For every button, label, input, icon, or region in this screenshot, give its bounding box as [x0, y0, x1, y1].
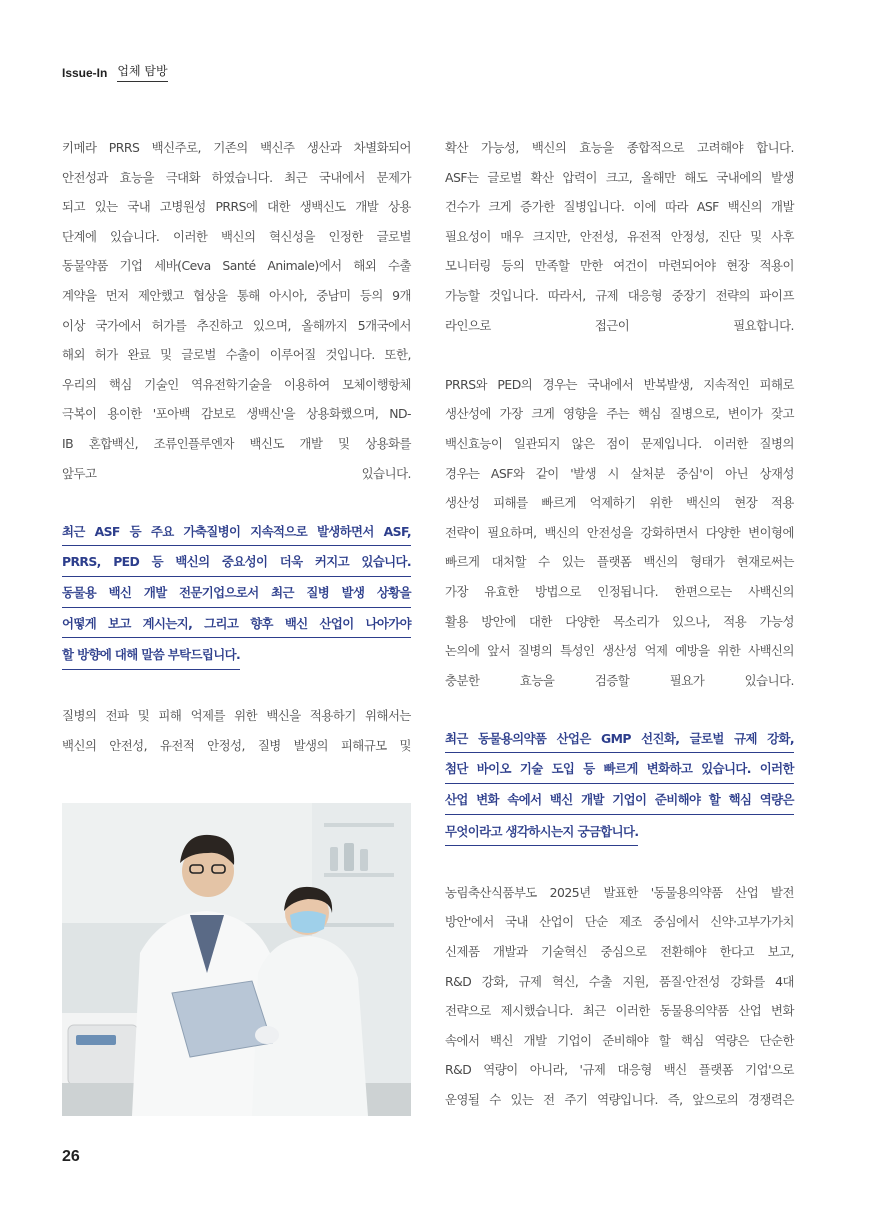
text-line: 해외 허가 완료 및 글로벌 수출이 이루어질 것입니다. 또한, [62, 347, 411, 363]
photo-illustration [62, 803, 411, 1116]
text-line: 충분한 효능을 검증할 필요가 있습니다. [445, 672, 794, 688]
text-line: 빠르게 대처할 수 있는 플랫폼 백신의 형태가 현재로써는 [445, 554, 794, 570]
text-line: 계약을 먼저 제안했고 협상을 통해 아시아, 중남미 등의 9개 [62, 287, 411, 303]
question-line: 동물용 백신 개발 전문기업으로서 최근 질병 발생 상황을 [62, 579, 411, 608]
page-number: 26 [62, 1148, 80, 1165]
text-line: R&D 강화, 규제 혁신, 수출 지원, 품질·안전성 강화를 4대 [445, 973, 794, 989]
text-line: 생산성 피해를 빠르게 억제하기 위한 백신의 현장 적용 [445, 495, 794, 511]
text-line: 가능할 것입니다. 따라서, 규제 대응형 중장기 전략의 파이프 [445, 287, 794, 303]
running-header [62, 58, 168, 82]
question-line: 산업 변화 속에서 백신 개발 기업이 준비해야 할 핵심 역량은 [445, 786, 794, 815]
text-line: 모니터링 등의 만족할 만한 여건이 마련되어야 현장 적용이 [445, 258, 794, 274]
text-line: 확산 가능성, 백신의 효능을 종합적으로 고려해야 합니다. [445, 140, 794, 155]
text-line: 전략으로 제시했습니다. 최근 이러한 동물용의약품 산업 변화 [445, 1003, 794, 1019]
text-line: 백신효능이 일관되지 않은 점이 문제입니다. 이러한 질병의 [445, 435, 794, 451]
text-line: 논의에 앞서 질병의 특성인 생산성 억제 예방을 위한 사백신의 [445, 643, 794, 659]
text-line: IB 혼합백신, 조류인플루엔자 백신도 개발 및 상용화를 [62, 435, 411, 451]
text-line: 동물약품 기업 세바(Ceva Santé Animale)에서 해외 수출 [62, 258, 411, 274]
text-line: 우리의 핵심 기술인 역유전학기술을 이용하여 모체이행항체 [62, 376, 411, 392]
section-label: Issue-In [62, 66, 108, 80]
text-line: 건수가 크게 증가한 질병입니다. 이에 따라 ASF 백신의 개발 [445, 199, 794, 215]
question-line: 최근 ASF 등 주요 가축질병이 지속적으로 발생하면서 ASF, [62, 518, 411, 547]
text-line: 질병의 전파 및 피해 억제를 위한 백신을 적용하기 위해서는 [62, 708, 411, 724]
right-paragraph-3 [445, 878, 794, 1115]
question-line: 어떻게 보고 계시는지, 그리고 향후 백신 산업이 나아가야 [62, 610, 411, 639]
text-line: 이상 국가에서 허가를 추진하고 있으며, 올해까지 5개국에서 [62, 317, 411, 333]
interview-question-1 [62, 518, 411, 672]
left-column [62, 133, 411, 760]
category-label: 업체 탐방 [117, 63, 167, 82]
interview-question-2 [445, 725, 794, 848]
right-column [445, 133, 794, 1115]
text-line: 백신의 안전성, 유전적 안정성, 질병 발생의 피해규모 및 [62, 737, 411, 753]
text-line: 극복이 용이한 '포아백 감보로 생백신'을 상용화했으며, ND- [62, 406, 411, 422]
question-line: PRRS, PED 등 백신의 중요성이 더욱 커지고 있습니다. [62, 548, 411, 577]
text-line: 방안'에서 국내 산업이 단순 제조 중심에서 신약·고부가가치 [445, 914, 794, 930]
text-line: PRRS와 PED의 경우는 국내에서 반복발생, 지속적인 피해로 [445, 376, 794, 392]
left-paragraph-1 [62, 133, 411, 488]
question-line: 무엇이라고 생각하시는지 궁금합니다. [445, 818, 638, 847]
text-line: R&D 역량이 아니라, '규제 대응형 백신 플랫폼 기업'으로 [445, 1062, 794, 1078]
text-line: ASF는 글로벌 확산 압력이 크고, 올해만 해도 국내에의 발생 [445, 169, 794, 185]
question-line: 첨단 바이오 기술 도입 등 빠르게 변화하고 있습니다. 이러한 [445, 755, 794, 784]
text-line: 키메라 PRRS 백신주로, 기존의 백신주 생산과 차별화되어 [62, 140, 411, 155]
text-line: 라인으로 접근이 필요합니다. [445, 317, 794, 333]
text-line: 앞두고 있습니다. [62, 465, 411, 481]
text-line: 필요성이 매우 크지만, 안전성, 유전적 안정성, 진단 및 사후 [445, 228, 794, 244]
text-line: 신제품 개발과 기술혁신 중심으로 전환해야 한다고 보고, [445, 944, 794, 960]
text-line: 안전성과 효능을 극대화 하였습니다. 최근 국내에서 문제가 [62, 169, 411, 185]
right-paragraph-2 [445, 370, 794, 696]
text-line: 농림축산식품부도 2025년 발표한 '동물용의약품 산업 발전 [445, 884, 794, 900]
text-line: 전략이 필요하며, 백신의 안전성을 강화하면서 다양한 변이형에 [445, 524, 794, 540]
text-line: 운영될 수 있는 전 주기 역량입니다. 즉, 앞으로의 경쟁력은 [445, 1092, 794, 1107]
text-line: 활용 방안에 대한 다양한 목소리가 있으나, 적용 가능성 [445, 613, 794, 629]
left-paragraph-2 [62, 701, 411, 760]
text-line: 경우는 ASF와 같이 '발생 시 살처분 중심'이 아닌 상재성 [445, 465, 794, 481]
text-line: 속에서 백신 개발 기업이 준비해야 할 핵심 역량은 단순한 [445, 1032, 794, 1048]
text-line: 가장 유효한 방법으로 인정됩니다. 한편으로는 사백신의 [445, 583, 794, 599]
text-line: 되고 있는 국내 고병원성 PRRS에 대한 생백신도 개발 상용 [62, 199, 411, 215]
right-paragraph-1 [445, 133, 794, 340]
question-line: 최근 동물용의약품 산업은 GMP 선진화, 글로벌 규제 강화, [445, 725, 794, 754]
lab-researchers-photo [62, 803, 411, 1116]
text-line: 생산성에 가장 크게 영향을 주는 핵심 질병으로, 변이가 잦고 [445, 406, 794, 422]
text-line: 단계에 있습니다. 이러한 백신의 혁신성을 인정한 글로벌 [62, 228, 411, 244]
question-line: 할 방향에 대해 말씀 부탁드립니다. [62, 641, 240, 670]
